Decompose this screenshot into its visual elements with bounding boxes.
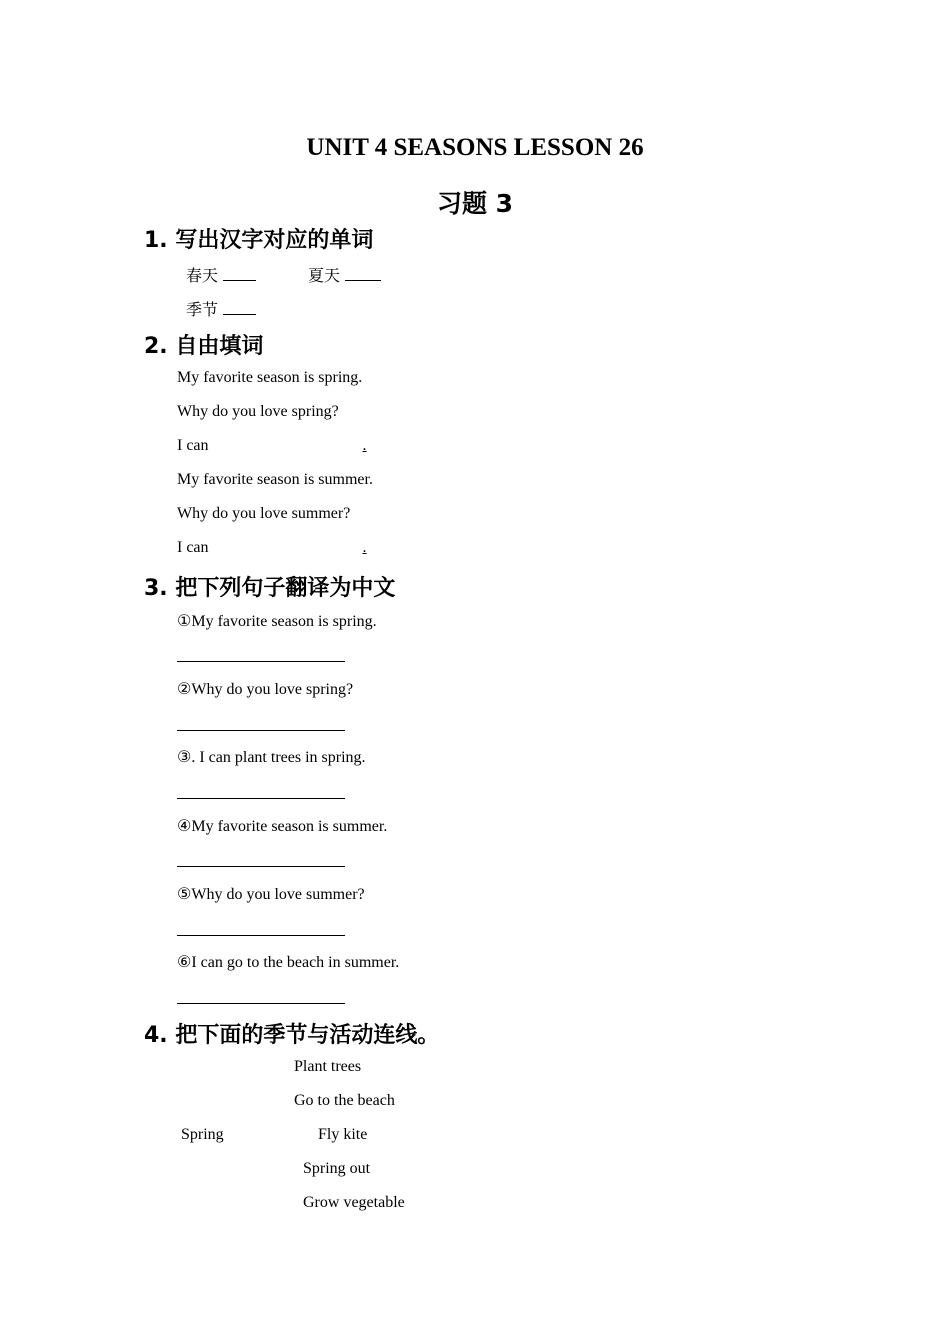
fill-line: Why do you love spring? (177, 403, 339, 420)
activity-item[interactable]: Fly kite (318, 1126, 368, 1143)
answer-blank[interactable] (223, 266, 256, 281)
section2-heading: 2. 自由填词 (144, 334, 264, 359)
translate-sentence: ④My favorite season is summer. (177, 818, 388, 835)
fill-line-text: I can (177, 437, 209, 454)
answer-line[interactable] (177, 661, 345, 662)
answer-blank[interactable] (223, 300, 256, 315)
section1-heading: 1. 写出汉字对应的单词 (144, 228, 374, 253)
fill-line: Why do you love summer? (177, 505, 351, 522)
section4-heading: 4. 把下面的季节与活动连线。 (144, 1023, 440, 1048)
season-item[interactable]: Spring (181, 1126, 224, 1143)
fill-line: My favorite season is spring. (177, 369, 363, 386)
word-item (308, 263, 381, 286)
fill-line (177, 437, 371, 455)
translate-sentence: ⑥I can go to the beach in summer. (177, 954, 400, 971)
section3-heading: 3. 把下列句子翻译为中文 (144, 576, 396, 601)
activity-item[interactable]: Spring out (303, 1160, 371, 1177)
word-item-label: 春天 (186, 266, 219, 285)
answer-line[interactable] (177, 866, 345, 867)
activity-item[interactable]: Grow vegetable (303, 1194, 405, 1211)
answer-line[interactable] (177, 935, 345, 936)
activity-item[interactable]: Plant trees (294, 1058, 362, 1075)
translate-sentence: ③. I can plant trees in spring. (177, 749, 366, 766)
answer-line[interactable] (177, 730, 345, 731)
word-item (186, 263, 256, 286)
translate-sentence: ②Why do you love spring? (177, 681, 354, 698)
answer-blank[interactable] (345, 266, 381, 281)
answer-line[interactable] (177, 798, 345, 799)
fill-blank[interactable]: . (362, 437, 367, 454)
fill-line: My favorite season is summer. (177, 471, 373, 488)
fill-line (177, 539, 371, 557)
word-item (186, 297, 256, 320)
fill-line-text: I can (177, 539, 209, 556)
page-subtitle: 习题 3 (436, 189, 514, 218)
answer-line[interactable] (177, 1003, 345, 1004)
fill-blank[interactable]: . (362, 539, 367, 556)
translate-sentence: ⑤Why do you love summer? (177, 886, 365, 903)
word-item-label: 季节 (186, 300, 219, 319)
page-title: UNIT 4 SEASONS LESSON 26 (306, 134, 644, 161)
activity-item[interactable]: Go to the beach (294, 1092, 395, 1109)
translate-sentence: ①My favorite season is spring. (177, 613, 377, 630)
word-item-label: 夏天 (308, 266, 341, 285)
